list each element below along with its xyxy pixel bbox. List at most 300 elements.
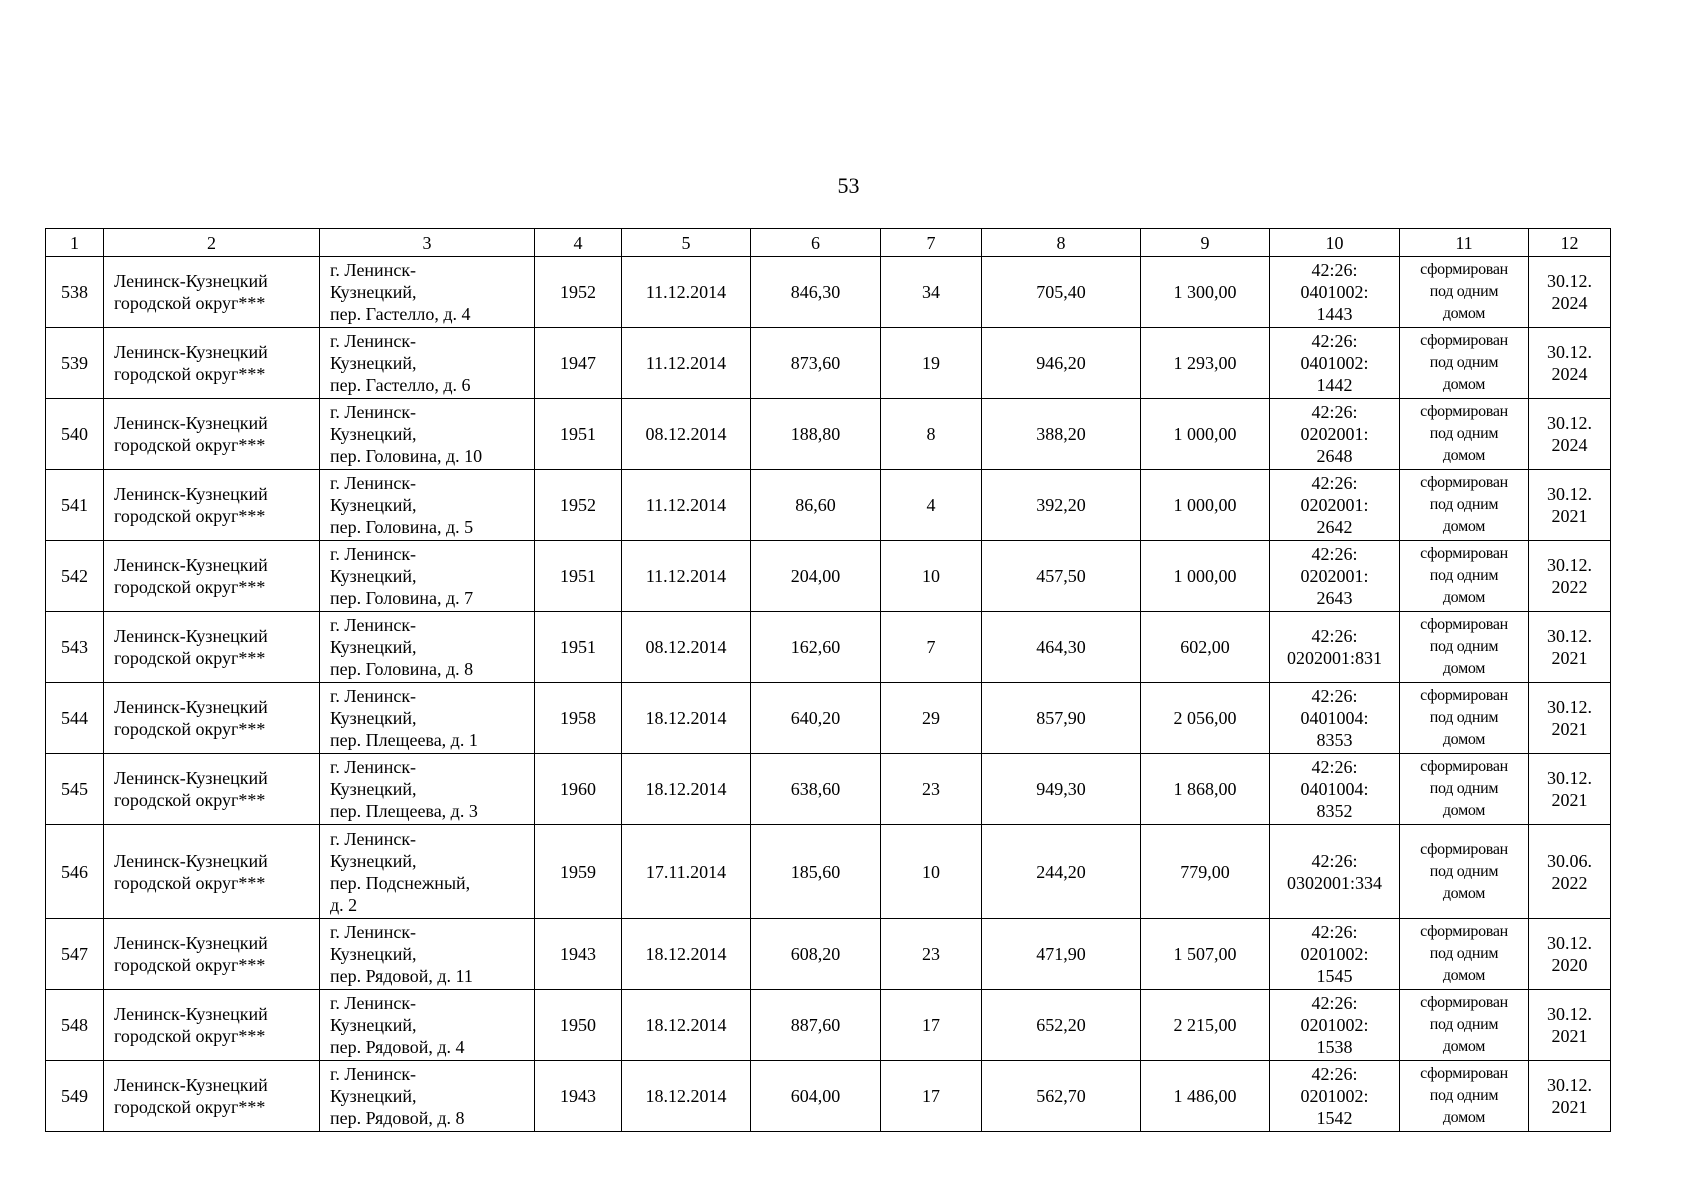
- cell-line: 42:26:: [1311, 626, 1358, 646]
- address-cell: [320, 612, 535, 683]
- value-cell: 1 000,00: [1141, 470, 1270, 541]
- cell-line: домом: [1442, 884, 1486, 902]
- residents-cell: 23: [881, 754, 982, 825]
- value-cell: 602,00: [1141, 612, 1270, 683]
- address-cell: [320, 825, 535, 919]
- cell-line: 0401004:: [1300, 779, 1369, 799]
- cell-line: 8353: [1316, 730, 1353, 750]
- municipality-cell: Ленинск-Кузнецкий городской округ***: [104, 1061, 320, 1132]
- residents-cell: 7: [881, 612, 982, 683]
- cell-line: сформирован: [1420, 261, 1508, 278]
- cell-line: Кузнецкий,: [330, 779, 417, 799]
- cell-line: Кузнецкий,: [330, 944, 417, 964]
- date-cell: 18.12.2014: [622, 990, 751, 1061]
- area-cell: 604,00: [751, 1061, 881, 1132]
- cell-line: пер. Гастелло, д. 6: [330, 375, 471, 395]
- area-cell: 86,60: [751, 470, 881, 541]
- municipality-cell: Ленинск-Кузнецкий городской округ***: [104, 919, 320, 990]
- land-area-cell: 464,30: [982, 612, 1141, 683]
- cadastral-number-cell: [1270, 257, 1400, 328]
- area-cell: 185,60: [751, 825, 881, 919]
- municipality-cell: Ленинск-Кузнецкий городской округ***: [104, 399, 320, 470]
- cell-line: г. Ленинск-: [330, 402, 417, 422]
- cell-line: Кузнецкий,: [330, 850, 417, 871]
- municipality-cell: Ленинск-Кузнецкий городской округ***: [104, 612, 320, 683]
- cell-line: Кузнецкий,: [330, 353, 417, 373]
- date-cell: 11.12.2014: [622, 257, 751, 328]
- address-cell: [320, 1061, 535, 1132]
- cell-line: 0302001:334: [1286, 872, 1382, 893]
- column-header: 12: [1529, 229, 1611, 257]
- cell-line: сформирован: [1420, 994, 1508, 1011]
- cell-line: 42:26:: [1311, 757, 1358, 777]
- cell-line: Кузнецкий,: [330, 495, 417, 515]
- year-cell: 1958: [535, 683, 622, 754]
- year-cell: 1951: [535, 612, 622, 683]
- cell-line: домом: [1442, 447, 1486, 464]
- date-cell: 11.12.2014: [622, 541, 751, 612]
- cell-line: сформирован: [1420, 923, 1508, 940]
- cell-line: 30.12.: [1547, 933, 1592, 953]
- column-number-row: [46, 229, 1611, 257]
- cell-line: под одним: [1429, 862, 1499, 880]
- row-number-cell: 539: [46, 328, 104, 399]
- deadline-cell: [1529, 825, 1611, 919]
- cell-line: г. Ленинск-: [330, 615, 417, 635]
- housing-table: [45, 228, 1611, 1132]
- cell-line: 30.12.: [1547, 768, 1592, 788]
- cell-line: домом: [1442, 1038, 1486, 1055]
- land-area-cell: 244,20: [982, 825, 1141, 919]
- area-cell: 204,00: [751, 541, 881, 612]
- year-cell: 1951: [535, 541, 622, 612]
- residents-cell: 8: [881, 399, 982, 470]
- address-cell: [320, 399, 535, 470]
- cell-line: под одним: [1429, 1087, 1499, 1104]
- column-header: 2: [104, 229, 320, 257]
- date-cell: 18.12.2014: [622, 1061, 751, 1132]
- value-cell: 1 486,00: [1141, 1061, 1270, 1132]
- cell-line: г. Ленинск-: [330, 473, 417, 493]
- cell-line: сформирован: [1420, 616, 1508, 633]
- cell-line: 42:26:: [1311, 1064, 1358, 1084]
- year-cell: 1951: [535, 399, 622, 470]
- status-cell: [1400, 470, 1529, 541]
- address-cell: [320, 541, 535, 612]
- cell-line: 30.12.: [1547, 1004, 1592, 1024]
- land-area-cell: 388,20: [982, 399, 1141, 470]
- deadline-cell: [1529, 754, 1611, 825]
- year-cell: 1959: [535, 825, 622, 919]
- date-cell: 08.12.2014: [622, 612, 751, 683]
- cell-line: домом: [1442, 1109, 1486, 1126]
- cell-line: 30.12.: [1547, 484, 1592, 504]
- row-number-cell: 543: [46, 612, 104, 683]
- table-body: [46, 257, 1611, 1132]
- deadline-cell: [1529, 470, 1611, 541]
- residents-cell: 10: [881, 541, 982, 612]
- cadastral-number-cell: [1270, 328, 1400, 399]
- cell-line: сформирован: [1420, 403, 1508, 420]
- cell-line: 0202001:: [1300, 424, 1369, 444]
- date-cell: 08.12.2014: [622, 399, 751, 470]
- cell-line: домом: [1442, 660, 1486, 677]
- cell-line: под одним: [1429, 1016, 1499, 1033]
- cell-line: 1443: [1316, 304, 1353, 324]
- status-cell: [1400, 612, 1529, 683]
- address-cell: [320, 683, 535, 754]
- cell-line: пер. Рядовой, д. 11: [330, 966, 473, 986]
- table-row: [46, 399, 1611, 470]
- municipality-cell: Ленинск-Кузнецкий городской округ***: [104, 683, 320, 754]
- cell-line: Кузнецкий,: [330, 708, 417, 728]
- cell-line: 1545: [1316, 966, 1353, 986]
- cell-line: под одним: [1429, 496, 1499, 513]
- cell-line: 2642: [1316, 517, 1353, 537]
- cell-line: 0401004:: [1300, 708, 1369, 728]
- cell-line: сформирован: [1420, 758, 1508, 775]
- cell-line: 0401002:: [1300, 282, 1369, 302]
- residents-cell: 17: [881, 990, 982, 1061]
- status-cell: [1400, 754, 1529, 825]
- cell-line: 0202001:: [1300, 566, 1369, 586]
- cadastral-number-cell: [1270, 754, 1400, 825]
- date-cell: 18.12.2014: [622, 919, 751, 990]
- year-cell: 1943: [535, 1061, 622, 1132]
- cell-line: сформирован: [1420, 332, 1508, 349]
- cell-line: под одним: [1429, 638, 1499, 655]
- date-cell: 18.12.2014: [622, 683, 751, 754]
- cell-line: 8352: [1316, 801, 1353, 821]
- cell-line: сформирован: [1420, 840, 1508, 858]
- column-header: 3: [320, 229, 535, 257]
- cell-line: пер. Рядовой, д. 4: [330, 1037, 465, 1057]
- cell-line: под одним: [1429, 354, 1499, 371]
- cell-line: пер. Головина, д. 7: [330, 588, 474, 608]
- cell-line: г. Ленинск-: [330, 757, 417, 777]
- cell-line: г. Ленинск-: [330, 993, 417, 1013]
- cell-line: 30.12.: [1547, 626, 1592, 646]
- cell-line: под одним: [1429, 780, 1499, 797]
- cell-line: пер. Плещеева, д. 1: [330, 730, 478, 750]
- cell-line: 2024: [1551, 435, 1588, 455]
- column-header: 10: [1270, 229, 1400, 257]
- cell-line: г. Ленинск-: [330, 260, 417, 280]
- cell-line: 30.06.: [1547, 850, 1592, 871]
- row-number-cell: 542: [46, 541, 104, 612]
- cell-line: пер. Головина, д. 10: [330, 446, 483, 466]
- year-cell: 1960: [535, 754, 622, 825]
- value-cell: 779,00: [1141, 825, 1270, 919]
- cell-line: 1538: [1316, 1037, 1353, 1057]
- cadastral-number-cell: [1270, 470, 1400, 541]
- value-cell: 1 300,00: [1141, 257, 1270, 328]
- area-cell: 162,60: [751, 612, 881, 683]
- cell-line: пер. Головина, д. 8: [330, 659, 474, 679]
- cell-line: 2021: [1551, 719, 1588, 739]
- deadline-cell: [1529, 541, 1611, 612]
- date-cell: 11.12.2014: [622, 470, 751, 541]
- row-number-cell: 549: [46, 1061, 104, 1132]
- cell-line: домом: [1442, 731, 1486, 748]
- cell-line: сформирован: [1420, 474, 1508, 491]
- cell-line: г. Ленинск-: [330, 922, 417, 942]
- status-cell: [1400, 328, 1529, 399]
- area-cell: 846,30: [751, 257, 881, 328]
- cell-line: 0202001:: [1300, 495, 1369, 515]
- cadastral-number-cell: [1270, 612, 1400, 683]
- year-cell: 1947: [535, 328, 622, 399]
- cell-line: Кузнецкий,: [330, 566, 417, 586]
- cell-line: 2021: [1551, 1097, 1588, 1117]
- date-cell: 17.11.2014: [622, 825, 751, 919]
- cell-line: домом: [1442, 802, 1486, 819]
- cell-line: 30.12.: [1547, 342, 1592, 362]
- municipality-cell: Ленинск-Кузнецкий городской округ***: [104, 328, 320, 399]
- municipality-cell: Ленинск-Кузнецкий городской округ***: [104, 990, 320, 1061]
- land-area-cell: 705,40: [982, 257, 1141, 328]
- cell-line: г. Ленинск-: [330, 331, 417, 351]
- land-area-cell: 652,20: [982, 990, 1141, 1061]
- value-cell: 2 056,00: [1141, 683, 1270, 754]
- cell-line: 42:26:: [1311, 993, 1358, 1013]
- status-cell: [1400, 1061, 1529, 1132]
- municipality-cell: Ленинск-Кузнецкий городской округ***: [104, 541, 320, 612]
- deadline-cell: [1529, 257, 1611, 328]
- land-area-cell: 457,50: [982, 541, 1141, 612]
- cell-line: сформирован: [1420, 545, 1508, 562]
- cadastral-number-cell: [1270, 541, 1400, 612]
- status-cell: [1400, 990, 1529, 1061]
- table-row: [46, 612, 1611, 683]
- cell-line: пер. Плещеева, д. 3: [330, 801, 478, 821]
- area-cell: 608,20: [751, 919, 881, 990]
- cell-line: Кузнецкий,: [330, 1015, 417, 1035]
- cell-line: 30.12.: [1547, 555, 1592, 575]
- value-cell: 1 000,00: [1141, 399, 1270, 470]
- value-cell: 2 215,00: [1141, 990, 1270, 1061]
- column-header: 1: [46, 229, 104, 257]
- column-header: 8: [982, 229, 1141, 257]
- row-number-cell: 541: [46, 470, 104, 541]
- table-row: [46, 825, 1611, 919]
- area-cell: 188,80: [751, 399, 881, 470]
- cell-line: 2020: [1551, 955, 1588, 975]
- row-number-cell: 544: [46, 683, 104, 754]
- cell-line: пер. Рядовой, д. 8: [330, 1108, 465, 1128]
- row-number-cell: 548: [46, 990, 104, 1061]
- residents-cell: 4: [881, 470, 982, 541]
- residents-cell: 23: [881, 919, 982, 990]
- date-cell: 18.12.2014: [622, 754, 751, 825]
- cell-line: г. Ленинск-: [330, 686, 417, 706]
- value-cell: 1 000,00: [1141, 541, 1270, 612]
- land-area-cell: 946,20: [982, 328, 1141, 399]
- cell-line: д. 2: [330, 894, 358, 915]
- residents-cell: 29: [881, 683, 982, 754]
- status-cell: [1400, 683, 1529, 754]
- cell-line: 0201002:: [1300, 1086, 1369, 1106]
- municipality-cell: Ленинск-Кузнецкий городской округ***: [104, 470, 320, 541]
- cell-line: 0202001:831: [1286, 648, 1382, 668]
- cell-line: пер. Гастелло, д. 4: [330, 304, 471, 324]
- land-area-cell: 392,20: [982, 470, 1141, 541]
- cell-line: домом: [1442, 518, 1486, 535]
- land-area-cell: 949,30: [982, 754, 1141, 825]
- cadastral-number-cell: [1270, 825, 1400, 919]
- land-area-cell: 562,70: [982, 1061, 1141, 1132]
- deadline-cell: [1529, 612, 1611, 683]
- table-row: [46, 541, 1611, 612]
- deadline-cell: [1529, 683, 1611, 754]
- cell-line: 42:26:: [1311, 402, 1358, 422]
- cell-line: 2024: [1551, 364, 1588, 384]
- table-row: [46, 683, 1611, 754]
- value-cell: 1 507,00: [1141, 919, 1270, 990]
- cell-line: 0201002:: [1300, 1015, 1369, 1035]
- area-cell: 640,20: [751, 683, 881, 754]
- row-number-cell: 538: [46, 257, 104, 328]
- deadline-cell: [1529, 990, 1611, 1061]
- cell-line: сформирован: [1420, 687, 1508, 704]
- cell-line: Кузнецкий,: [330, 637, 417, 657]
- cell-line: г. Ленинск-: [330, 1064, 417, 1084]
- cell-line: пер. Головина, д. 5: [330, 517, 474, 537]
- year-cell: 1943: [535, 919, 622, 990]
- cell-line: 42:26:: [1311, 850, 1358, 871]
- cell-line: 42:26:: [1311, 331, 1358, 351]
- cell-line: пер. Подснежный,: [330, 872, 471, 893]
- cell-line: под одним: [1429, 945, 1499, 962]
- status-cell: [1400, 825, 1529, 919]
- row-number-cell: 546: [46, 825, 104, 919]
- area-cell: 873,60: [751, 328, 881, 399]
- cell-line: 0401002:: [1300, 353, 1369, 373]
- cell-line: 42:26:: [1311, 686, 1358, 706]
- cell-line: домом: [1442, 305, 1486, 322]
- land-area-cell: 471,90: [982, 919, 1141, 990]
- area-cell: 887,60: [751, 990, 881, 1061]
- residents-cell: 19: [881, 328, 982, 399]
- residents-cell: 10: [881, 825, 982, 919]
- address-cell: [320, 328, 535, 399]
- status-cell: [1400, 919, 1529, 990]
- cadastral-number-cell: [1270, 919, 1400, 990]
- deadline-cell: [1529, 399, 1611, 470]
- cell-line: 1542: [1316, 1108, 1353, 1128]
- cell-line: под одним: [1429, 425, 1499, 442]
- deadline-cell: [1529, 328, 1611, 399]
- cadastral-number-cell: [1270, 1061, 1400, 1132]
- address-cell: [320, 257, 535, 328]
- status-cell: [1400, 257, 1529, 328]
- cell-line: Кузнецкий,: [330, 424, 417, 444]
- cell-line: 2021: [1551, 648, 1588, 668]
- cell-line: г. Ленинск-: [330, 544, 417, 564]
- value-cell: 1 868,00: [1141, 754, 1270, 825]
- cell-line: 2024: [1551, 293, 1588, 313]
- table-row: [46, 754, 1611, 825]
- year-cell: 1952: [535, 470, 622, 541]
- column-header: 4: [535, 229, 622, 257]
- row-number-cell: 540: [46, 399, 104, 470]
- cell-line: 2643: [1316, 588, 1353, 608]
- value-cell: 1 293,00: [1141, 328, 1270, 399]
- area-cell: 638,60: [751, 754, 881, 825]
- cell-line: 1442: [1316, 375, 1353, 395]
- cell-line: 2648: [1316, 446, 1353, 466]
- year-cell: 1952: [535, 257, 622, 328]
- cell-line: 30.12.: [1547, 413, 1592, 433]
- cell-line: 2021: [1551, 506, 1588, 526]
- cell-line: 2021: [1551, 790, 1588, 810]
- cell-line: 42:26:: [1311, 544, 1358, 564]
- cadastral-number-cell: [1270, 399, 1400, 470]
- cell-line: Кузнецкий,: [330, 1086, 417, 1106]
- column-header: 11: [1400, 229, 1529, 257]
- deadline-cell: [1529, 1061, 1611, 1132]
- column-header: 5: [622, 229, 751, 257]
- cell-line: под одним: [1429, 567, 1499, 584]
- municipality-cell: Ленинск-Кузнецкий городской округ***: [104, 754, 320, 825]
- address-cell: [320, 919, 535, 990]
- column-header: 9: [1141, 229, 1270, 257]
- cell-line: 42:26:: [1311, 473, 1358, 493]
- cell-line: 30.12.: [1547, 697, 1592, 717]
- row-number-cell: 547: [46, 919, 104, 990]
- municipality-cell: Ленинск-Кузнецкий городской округ***: [104, 257, 320, 328]
- cadastral-number-cell: [1270, 990, 1400, 1061]
- municipality-cell: Ленинск-Кузнецкий городской округ***: [104, 825, 320, 919]
- table-row: [46, 1061, 1611, 1132]
- cell-line: под одним: [1429, 709, 1499, 726]
- table-row: [46, 919, 1611, 990]
- status-cell: [1400, 541, 1529, 612]
- table-row: [46, 990, 1611, 1061]
- cadastral-number-cell: [1270, 683, 1400, 754]
- cell-line: домом: [1442, 967, 1486, 984]
- address-cell: [320, 754, 535, 825]
- cell-line: сформирован: [1420, 1065, 1508, 1082]
- residents-cell: 34: [881, 257, 982, 328]
- table-row: [46, 257, 1611, 328]
- cell-line: 30.12.: [1547, 271, 1592, 291]
- cell-line: 42:26:: [1311, 260, 1358, 280]
- row-number-cell: 545: [46, 754, 104, 825]
- cell-line: под одним: [1429, 283, 1499, 300]
- page-number: 53: [837, 173, 860, 198]
- cell-line: 42:26:: [1311, 922, 1358, 942]
- cell-line: г. Ленинск-: [330, 828, 417, 849]
- cell-line: 2022: [1551, 577, 1588, 597]
- table-row: [46, 328, 1611, 399]
- cell-line: 2022: [1551, 872, 1588, 893]
- cell-line: домом: [1442, 376, 1486, 393]
- column-header: 6: [751, 229, 881, 257]
- status-cell: [1400, 399, 1529, 470]
- cell-line: домом: [1442, 589, 1486, 606]
- cell-line: 30.12.: [1547, 1075, 1592, 1095]
- table-row: [46, 470, 1611, 541]
- cell-line: 0201002:: [1300, 944, 1369, 964]
- address-cell: [320, 990, 535, 1061]
- column-header: 7: [881, 229, 982, 257]
- year-cell: 1950: [535, 990, 622, 1061]
- land-area-cell: 857,90: [982, 683, 1141, 754]
- cell-line: Кузнецкий,: [330, 282, 417, 302]
- cell-line: 2021: [1551, 1026, 1588, 1046]
- deadline-cell: [1529, 919, 1611, 990]
